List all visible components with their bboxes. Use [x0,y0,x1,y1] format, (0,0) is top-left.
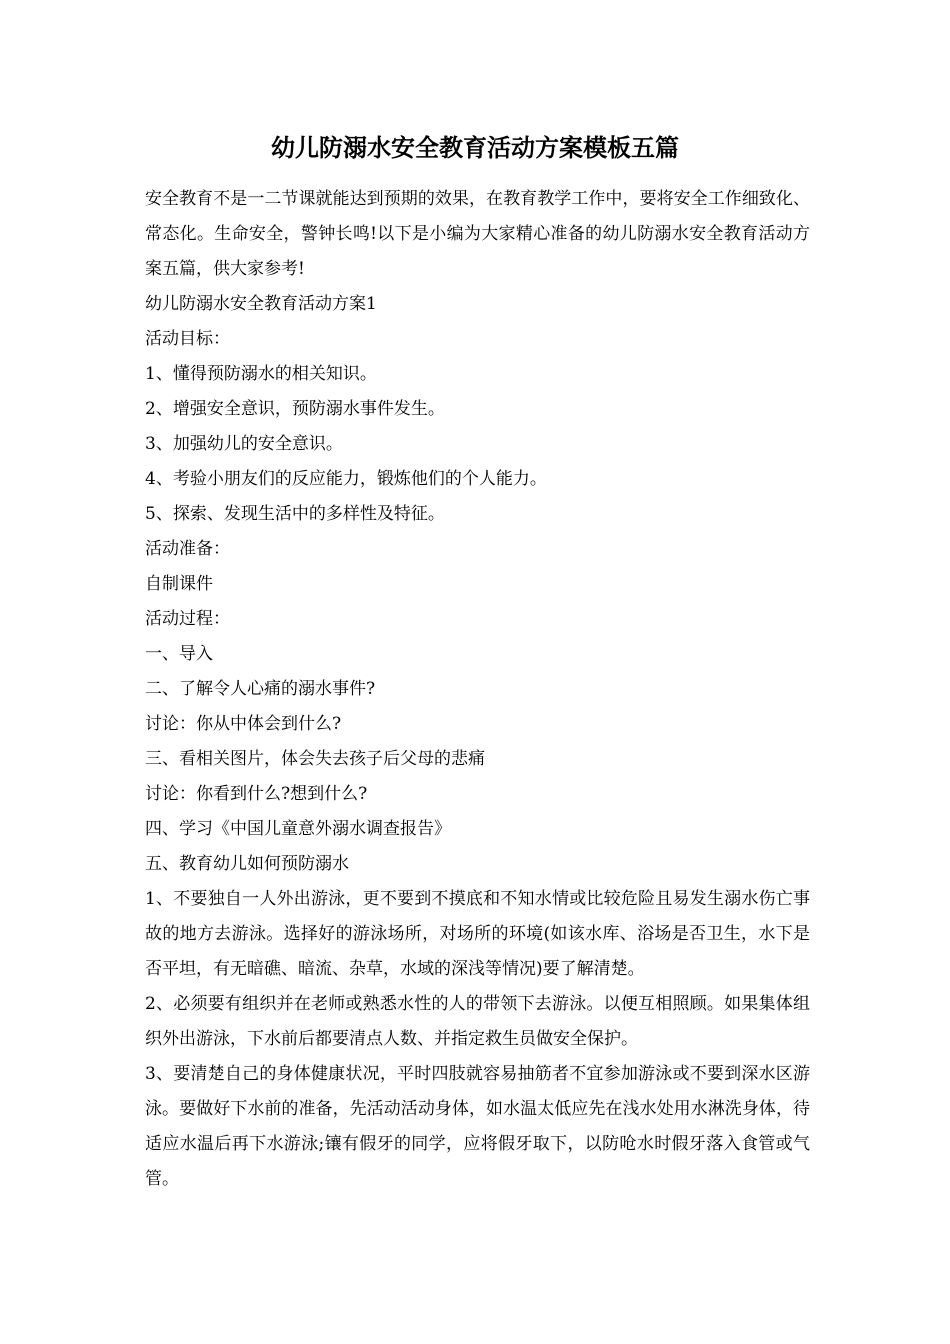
goal-item: 5、探索、发现生活中的多样性及特征。 [145,504,445,524]
process-heading: 活动过程： [145,609,230,629]
section-heading: 幼儿防溺水安全教育活动方案1 [145,294,377,314]
process-step: 五、教育幼儿如何预防溺水 [145,854,349,874]
goals-heading: 活动目标： [145,329,230,349]
intro-paragraph: 安全教育不是一二节课就能达到预期的效果，在教育教学工作中，要将安全工作细致化、常态化。生命安全，警钟长鸣!以下是小编为大家精心准备的幼儿防溺水安全教育活动方案五篇，供大家参考! [145,189,810,279]
goal-item: 3、加强幼儿的安全意识。 [145,434,343,454]
safety-rule-paragraph: 3、要清楚自己的身体健康状况，平时四肢就容易抽筋者不宜参加游泳或不要到深水区游泳。要做好下水前的准备，先活动活动身体，如水温太低应先在浅水处用水淋洗身体，待适应水温后再下水游泳;镶有假牙的同学，应将假牙取下，以防呛水时假牙落入食管或气管。 [145,1064,810,1189]
prep-heading: 活动准备： [145,539,230,559]
prep-item: 自制课件 [145,574,213,594]
process-step: 讨论：你看到什么?想到什么? [145,784,368,804]
document-title: 幼儿防溺水安全教育活动方案模板五篇 [271,134,679,162]
process-step: 二、了解令人心痛的溺水事件? [145,679,376,699]
safety-rule-paragraph: 1、不要独自一人外出游泳，更不要到不摸底和不知水情或比较危险且易发生溺水伤亡事故的地方去游泳。选择好的游泳场所，对场所的环境(如该水库、浴场是否卫生，水下是否平坦，有无暗礁、暗流、杂草，水域的深浅等情况)要了解清楚。 [145,889,810,979]
document-body [145,182,810,1197]
goal-item: 1、懂得预防溺水的相关知识。 [145,364,377,384]
goal-item: 4、考验小朋友们的反应能力，锻炼他们的个人能力。 [145,469,547,489]
process-step: 一、导入 [145,644,213,664]
process-step: 讨论：你从中体会到什么? [145,714,342,734]
process-step: 三、看相关图片，体会失去孩子后父母的悲痛 [145,749,485,769]
safety-rule-paragraph: 2、必须要有组织并在老师或熟悉水性的人的带领下去游泳。以便互相照顾。如果集体组织外出游泳，下水前后都要清点人数、并指定救生员做安全保护。 [145,994,810,1049]
process-step: 四、学习《中国儿童意外溺水调查报告》 [145,819,451,839]
goal-item: 2、增强安全意识，预防溺水事件发生。 [145,399,445,419]
